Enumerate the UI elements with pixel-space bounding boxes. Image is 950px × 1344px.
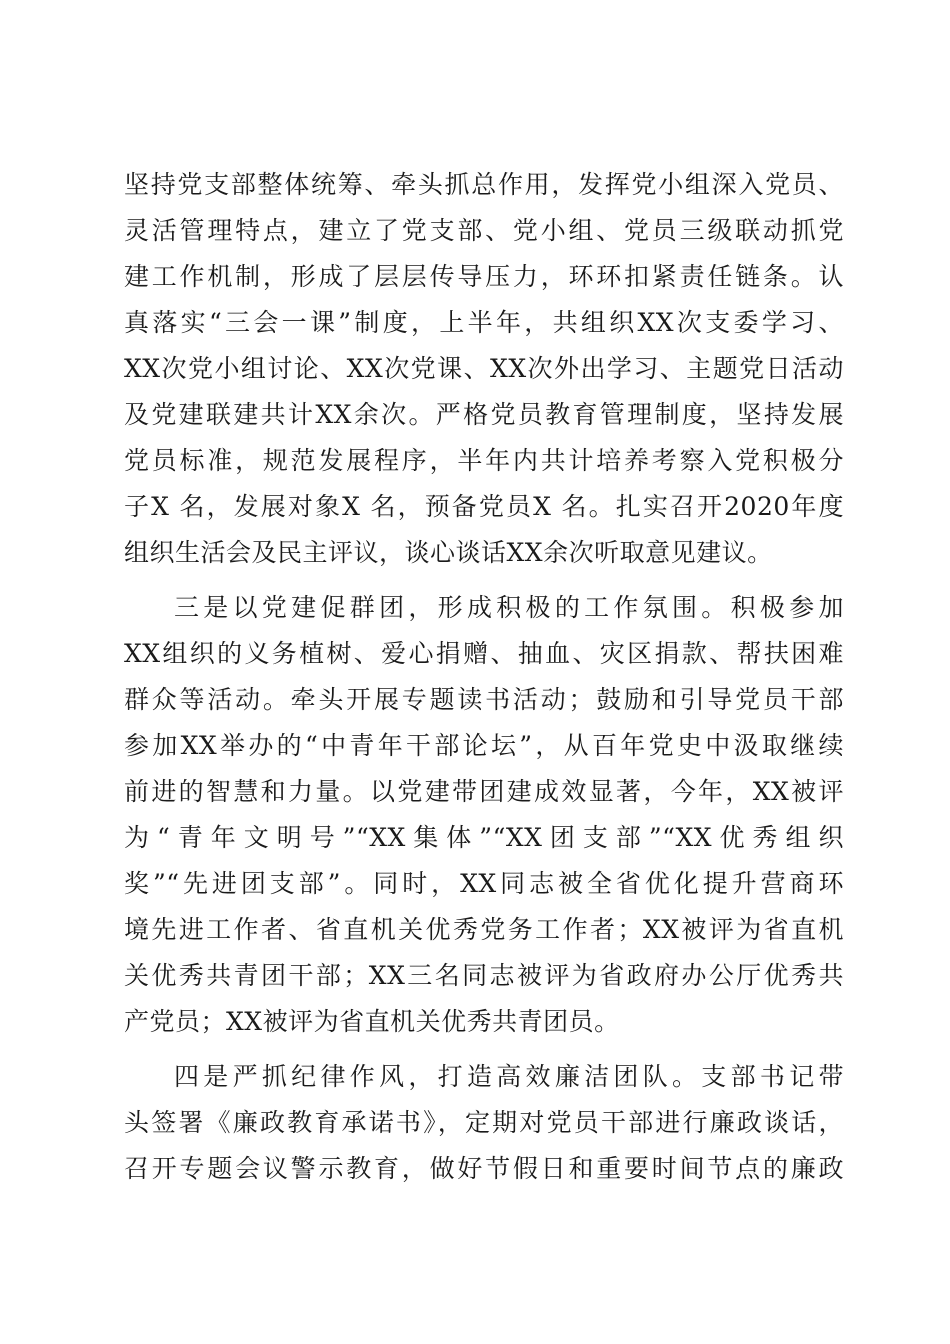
paragraph-1-line-6: 及党建联建共计XX余次。严格党员教育管理制度，坚持发展: [124, 400, 844, 429]
paragraph-2-line-2: XX组织的义务植树、爱心捐赠、抽血、灾区捐款、帮扶困难: [124, 639, 844, 668]
paragraph-2-line-9: 关优秀共青团干部；XX三名同志被评为省政府办公厅优秀共: [124, 961, 844, 990]
paragraph-1-line-1: 坚持党支部整体统筹、牵头抓总作用，发挥党小组深入党员、: [124, 170, 844, 199]
paragraph-3: [124, 1054, 844, 1192]
paragraph-2-line-4: 参加XX举办的“中青年干部论坛”，从百年党史中汲取继续: [124, 731, 844, 760]
paragraph-1: [124, 162, 844, 576]
paragraph-2-line-7: 奖”“先进团支部”。同时，XX同志被全省优化提升营商环: [124, 869, 844, 898]
paragraph-2-line-6: 为“青年文明号”“XX集体”“XX团支部”“XX优秀组织: [124, 823, 844, 852]
paragraph-1-line-4: 真落实“三会一课”制度，上半年，共组织XX次支委学习、: [124, 308, 844, 337]
paragraph-1-line-8: 子X 名，发展对象X 名，预备党员X 名。扎实召开2020年度: [124, 492, 844, 521]
paragraph-3-line-3: 召开专题会议警示教育，做好节假日和重要时间节点的廉政: [124, 1154, 844, 1183]
paragraph-3-line-1: 四是严抓纪律作风，打造高效廉洁团队。支部书记带: [174, 1062, 844, 1091]
paragraph-1-line-9: 组织生活会及民主评议，谈心谈话XX余次听取意见建议。: [124, 538, 773, 567]
paragraph-3-line-2: 头签署《廉政教育承诺书》，定期对党员干部进行廉政谈话，: [124, 1108, 844, 1137]
paragraph-2-line-1: 三是以党建促群团，形成积极的工作氛围。积极参加: [174, 593, 844, 622]
paragraph-2-line-10: 产党员；XX被评为省直机关优秀共青团员。: [124, 1007, 620, 1036]
paragraph-2-line-5: 前进的智慧和力量。以党建带团建成效显著，今年，XX被评: [124, 777, 844, 806]
paragraph-2: [124, 585, 844, 1045]
paragraph-1-line-2: 灵活管理特点，建立了党支部、党小组、党员三级联动抓党: [124, 216, 844, 245]
paragraph-1-line-3: 建工作机制，形成了层层传导压力，环环扣紧责任链条。认: [124, 262, 844, 291]
paragraph-2-line-8: 境先进工作者、省直机关优秀党务工作者；XX被评为省直机: [124, 915, 844, 944]
paragraph-1-line-7: 党员标准，规范发展程序，半年内共计培养考察入党积极分: [124, 446, 844, 475]
paragraph-2-line-3: 群众等活动。牵头开展专题读书活动；鼓励和引导党员干部: [124, 685, 844, 714]
paragraph-1-line-5: XX次党小组讨论、XX次党课、XX次外出学习、主题党日活动: [124, 354, 844, 383]
